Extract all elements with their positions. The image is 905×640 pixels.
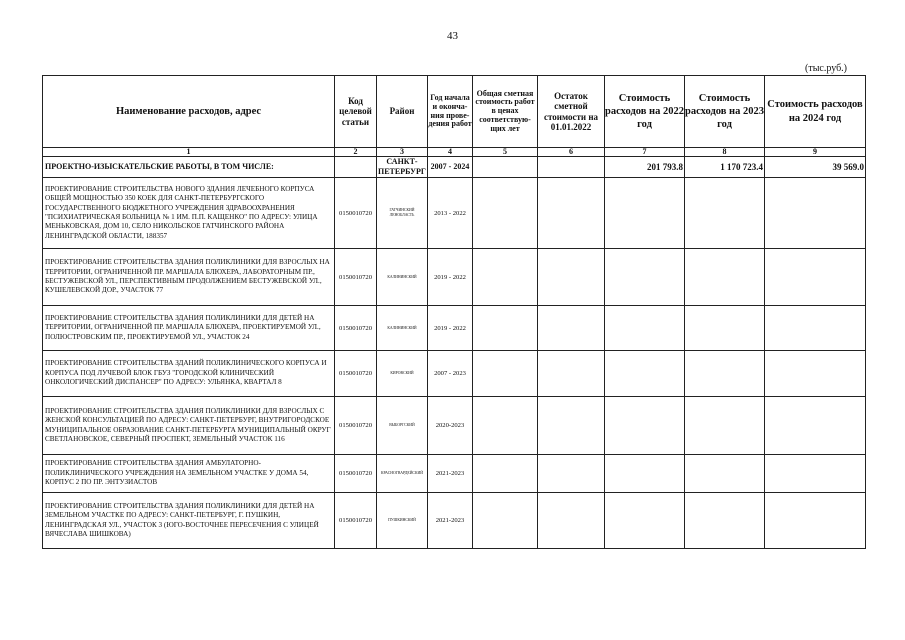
column-number: 4 [428,148,473,157]
row-cost-2024 [765,397,866,455]
row-cost-2024 [765,306,866,351]
row-remainder [538,397,605,455]
header-code: Код целевой статьи [335,76,377,148]
row-remainder [538,306,605,351]
row-cost-2023 [685,178,765,249]
header-cost-2024: Стоимость расходов на 2024 год [765,76,866,148]
table-row [43,178,866,249]
row-district: ВЫБОРГСКИЙ [377,397,428,455]
expenses-table [42,75,866,549]
row-name: ПРОЕКТИРОВАНИЕ СТРОИТЕЛЬСТВА ЗДАНИЯ ПОЛИКЛИНИКИ ДЛЯ ВЗРОСЛЫХ НА ТЕРРИТОРИИ, ОГРАНИЧЕННОЙ ПР. МАРШАЛА БЛЮХЕРА, ЛАБОРАТОРНЫМ ПР., БЕСТУЖЕВСКОЙ УЛ., ПЕРСПЕКТИВНЫМ ПРОДОЛЖЕНИЕМ БЕСТУЖЕВСКОЙ УЛ., КУШЕЛЕВСКОЙ ДОР., УЧАСТОК 77 [43,249,335,306]
row-cost-2024 [765,178,866,249]
row-remainder [538,351,605,397]
row-cost-2023 [685,249,765,306]
row-code: 0150010720 [335,249,377,306]
row-estimate [473,249,538,306]
row-cost-2024 [765,249,866,306]
row-estimate [473,306,538,351]
row-cost-2024 [765,455,866,493]
row-code: 0150010720 [335,306,377,351]
row-remainder [538,455,605,493]
column-number: 6 [538,148,605,157]
table-row [43,306,866,351]
page-number: 43 [447,30,458,42]
row-cost-2023 [685,397,765,455]
row-cost-2022 [605,306,685,351]
column-number: 8 [685,148,765,157]
column-number: 1 [43,148,335,157]
row-remainder [538,493,605,549]
total-cost-2022: 201 793.8 [605,157,685,178]
row-years: 2021-2023 [428,455,473,493]
header-remainder: Остаток сметной стоимости на 01.01.2022 [538,76,605,148]
header-cost-2022: Стоимость расходов на 2022 год [605,76,685,148]
total-estimate [473,157,538,178]
total-cost-2024: 39 569.0 [765,157,866,178]
row-cost-2024 [765,351,866,397]
header-district: Район [377,76,428,148]
column-number: 3 [377,148,428,157]
total-cost-2023: 1 170 723.4 [685,157,765,178]
column-number: 2 [335,148,377,157]
row-cost-2022 [605,455,685,493]
row-cost-2023 [685,306,765,351]
table-row [43,397,866,455]
header-years: Год начала и оконча-ния прове-дения работ [428,76,473,148]
column-number: 9 [765,148,866,157]
row-code: 0150010720 [335,351,377,397]
header-estimate: Общая сметная стоимость работ в ценах соответствую-щих лет [473,76,538,148]
table-row [43,249,866,306]
total-remainder [538,157,605,178]
row-name: ПРОЕКТИРОВАНИЕ СТРОИТЕЛЬСТВА ЗДАНИЯ ПОЛИКЛИНИКИ ДЛЯ ДЕТЕЙ НА ЗЕМЕЛЬНОМ УЧАСТКЕ ПО АДРЕСУ: САНКТ-ПЕТЕРБУРГ, Г. ПУШКИН, ЛЕНИНГРАДСКАЯ УЛ., УЧАСТОК 3 (ЮГО-ВОСТОЧНЕЕ ПЕРЕСЕЧЕНИЯ С УЛИЦЕЙ ВЯЧЕСЛАВА ШИШКОВА) [43,493,335,549]
row-code: 0150010720 [335,178,377,249]
row-estimate [473,178,538,249]
total-district: САНКТ-ПЕТЕРБУРГ [378,157,426,176]
row-code: 0150010720 [335,397,377,455]
row-code: 0150010720 [335,455,377,493]
row-cost-2023 [685,351,765,397]
row-cost-2022 [605,351,685,397]
row-years: 2013 - 2022 [428,178,473,249]
row-name: ПРОЕКТИРОВАНИЕ СТРОИТЕЛЬСТВА НОВОГО ЗДАНИЯ ЛЕЧЕБНОГО КОРПУСА ОБЩЕЙ МОЩНОСТЬЮ 350 КОЕК ДЛЯ САНКТ-ПЕТЕРБУРГСКОГО ГОСУДАРСТВЕННОГО БЮДЖЕТНОГО УЧРЕЖДЕНИЯ ЗДРАВООХРАНЕНИЯ "ПСИХИАТРИЧЕСКАЯ БОЛЬНИЦА № 1 ИМ. П.П. КАЩЕНКО" ПО АДРЕСУ: УЛИЦА МЕНЬКОВСКАЯ, ДОМ 10, СЕЛО НИКОЛЬСКОЕ ГАТЧИНСКОГО РАЙОНА ЛЕНИНГРАДСКОЙ ОБЛАСТИ, 188357 [43,178,335,249]
row-estimate [473,397,538,455]
row-district: КАЛИНИНСКИЙ [377,249,428,306]
row-remainder [538,249,605,306]
row-district: ГАТЧИНСКИЙ ЛЕНОБЛАСТЬ [377,178,428,249]
units-label: (тыс.руб.) [805,63,848,74]
row-cost-2022 [605,178,685,249]
row-district: КАЛИНИНСКИЙ [377,306,428,351]
header-name: Наименование расходов, адрес [43,76,335,148]
table-row [43,493,866,549]
row-name: ПРОЕКТИРОВАНИЕ СТРОИТЕЛЬСТВА ЗДАНИЯ ПОЛИКЛИНИКИ ДЛЯ ДЕТЕЙ НА ТЕРРИТОРИИ, ОГРАНИЧЕННОЙ ПР. МАРШАЛА БЛЮХЕРА, ПРОЕКТИРУЕМОЙ УЛ., ПОЛЮСТРОВСКИМ ПР., ПРОЕКТИРУЕМОЙ УЛ., УЧАСТОК 24 [43,306,335,351]
row-years: 2019 - 2022 [428,249,473,306]
row-name: ПРОЕКТИРОВАНИЕ СТРОИТЕЛЬСТВА ЗДАНИЯ ПОЛИКЛИНИКИ ДЛЯ ВЗРОСЛЫХ С ЖЕНСКОЙ КОНСУЛЬТАЦИЕЙ ПО АДРЕСУ: САНКТ-ПЕТЕРБУРГ, ВНУТРИГОРОДСКОЕ МУНИЦИПАЛЬНОЕ ОБРАЗОВАНИЕ САНКТ-ПЕТЕРБУРГА МУНИЦИПАЛЬНЫЙ ОКРУГ СВЕТЛАНОВСКОЕ, СЕВЕРНЫЙ ПРОСПЕКТ, ЗЕМЕЛЬНЫЙ УЧАСТОК 116 [43,397,335,455]
total-name: ПРОЕКТНО-ИЗЫСКАТЕЛЬСКИЕ РАБОТЫ, В ТОМ ЧИСЛЕ: [43,157,335,178]
row-estimate [473,351,538,397]
row-name: ПРОЕКТИРОВАНИЕ СТРОИТЕЛЬСТВА ЗДАНИЯ АМБУЛАТОРНО-ПОЛИКЛИНИЧЕСКОГО УЧРЕЖДЕНИЯ НА ЗЕМЕЛЬНОМ УЧАСТКЕ У ДОМА 54, КОРПУС 2 ПО ПР. ЭНТУЗИАСТОВ [43,455,335,493]
table-row [43,351,866,397]
row-years: 2007 - 2023 [428,351,473,397]
header-cost-2023: Стоимость расходов на 2023 год [685,76,765,148]
total-years: 2007 - 2024 [428,157,473,178]
row-district: КРАСНОГВАРДЕЙСКИЙ [377,455,428,493]
row-name: ПРОЕКТИРОВАНИЕ СТРОИТЕЛЬСТВА ЗДАНИЙ ПОЛИКЛИНИЧЕСКОГО КОРПУСА И КОРПУСА ПОД ЛУЧЕВОЙ БЛОК ГБУЗ "ГОРОДСКОЙ КЛИНИЧЕСКИЙ ОНКОЛОГИЧЕСКИЙ ДИСПАНСЕР" ПО АДРЕСУ: УЛЬЯНКА, КВАРТАЛ 8 [43,351,335,397]
row-cost-2022 [605,493,685,549]
row-years: 2019 - 2022 [428,306,473,351]
row-remainder [538,178,605,249]
row-cost-2024 [765,493,866,549]
row-estimate [473,493,538,549]
row-district: КИРОВСКИЙ [377,351,428,397]
row-years: 2021-2023 [428,493,473,549]
column-number-row [43,148,866,157]
row-cost-2022 [605,397,685,455]
row-code: 0150010720 [335,493,377,549]
row-district: ПУШКИНСКИЙ [377,493,428,549]
row-cost-2023 [685,455,765,493]
total-code [335,157,377,178]
table-row [43,455,866,493]
column-number: 5 [473,148,538,157]
row-years: 2020-2023 [428,397,473,455]
header-row [43,76,866,148]
row-cost-2022 [605,249,685,306]
total-row [43,157,866,178]
row-cost-2023 [685,493,765,549]
row-estimate [473,455,538,493]
column-number: 7 [605,148,685,157]
